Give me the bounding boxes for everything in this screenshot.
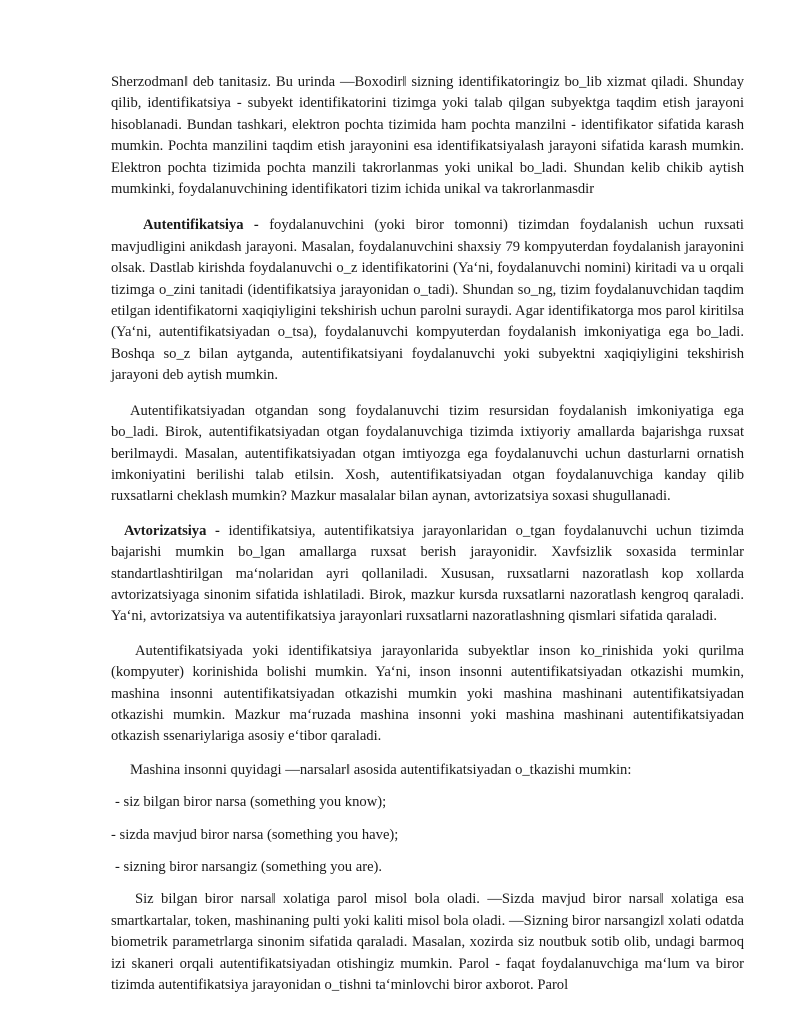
paragraph-factor-examples: Siz bilgan biror narsa‖ xolatiga parol misol bola oladi. ―Sizda mavjud biror narsa‖ xolatiga esa smartkartalar, token, mashinaning pulti yoki kaliti misol bola oladi. ―Sizning biror narsangiz‖ xolati odatda biometrik parametrlarga sinonim sifatida qaraladi. Masalan, xozirda siz noutbuk sotib olib, undagi barmoq izi skaneri orqali autentifikatsiyadan otishingiz mumkin. Parol - faqat foydalanuvchiga ma‘lum va biror tizimda autentifikatsiya jarayonidan o_tishni ta‘minlovchi biror axborot. Parol [111,891,744,994]
list-item-something-you-are: - sizning biror narsangiz (something you are). [115,859,383,875]
paragraph-authentication-text: foydalanuvchini (yoki biror tomonni) tizimdan foydalanish uchun ruxsati mavjudligini anikdash jarayoni. Masalan, foydalanuvchini shaxsiy 79 kompyuterdan foydalanish jarayonini olsak. Dastlab kirishda foydalanuvchi o_z identifikatorini (Ya‘ni, foydalanuvchi nomini) kiritadi va u orqali tizimga o_zini tanitadi (identifikatsiya jarayonidan o_tadi). Shundan so_ng, tizim foydalanuvchidan taqdim etilgan identifikatorni xaqiqiyligini tekshirish uchun parolni suraydi. Agar identifikatorga mos parol kiritilsa (Ya‘ni, autentifikatsiyadan o_tsa), foydalanuvchi kompyuterdan foydalanish imkoniyatiga ega bo_ladi. Boshqa so_z bilan aytganda, autentifikatsiyani foydalanuvchi yoki subyektni xaqiqiyligini tekshirish jarayoni deb aytish mumkin. [111,217,744,384]
paragraph-identification: Sherzodman‖ deb tanitasiz. Bu urinda ―Boxodir‖ sizning identifikatoringiz bo_lib xizmat qiladi. Shunday qilib, identifikatsiya - subyekt identifikatorini tizimga yoki talab qilgan subyektga taqdim etish jarayoni hisoblanadi. Bundan tashkari, elektron pochta tizimida ham pochta manzilni - identifikator sifatida karash mumkin. Pochta manzilini taqdim etish jarayonini esa identifikatsiyalash jarayoni sifatida karash mumkin. Elektron pochta tizimida pochta manzili takrorlanmas yoki unikal bo_ladi. Shundan kelib chikib aytish mumkinki, foydalanuvchining identifikatori tizim ichida unikal va takrorlanmasdir [111,74,744,198]
paragraph-subjects: Autentifikatsiyada yoki identifikatsiya jarayonlarida subyektlar inson ko_rinishida yoki qurilma (kompyuter) korinishida bolishi mumkin. Ya‘ni, inson insonni autentifikatsiyadan otkazishi mumkin, mashina insonni autentifikatsiyadan otkazishi mumkin yoki mashina mashinani autentifikatsiyadan otkazishi mumkin. Mazkur ma‘ruzada mashina insonni yoki mashina mashinani autentifikatsiyadan otkazish ssenariylariga asosiy e‘tibor qaraladi. [111,642,744,745]
paragraph-authentication [111,215,744,386]
paragraph-factors-intro: Mashina insonni quyidagi ―narsalar‖ asosida autentifikatsiyadan o_tkazishi mumkin: [130,761,632,778]
paragraph-authorization-text: identifikatsiya, autentifikatsiya jarayonlaridan o_tgan foydalanuvchi uchun tizimda bajarishi mumkin bo_lgan amallarga ruxsat berish jarayonidir. Xavfsizlik soxasida terminlar standartlashtirilgan ma‘nolaridan ayri qollaniladi. Xususan, ruxsatlarni nazoratlash kop xollarda avtorizatsiyaga sinonim sifatida ishlatiladi. Birok, mazkur kursda ruxsatlarni nazoratlash kengroq qaraladi. Ya‘ni, avtorizatsiya va autentifikatsiya jarayonlari ruxsatlarni nazoratlashning qismlari sifatida qaraladi. [111,522,744,625]
list-item-something-you-have: - sizda mavjud biror narsa (something you have); [111,826,399,843]
term-authentication: Autentifikatsiya - [143,217,259,234]
paragraph-after-authentication: Autentifikatsiyadan otgandan song foydalanuvchi tizim resursidan foydalanish imkoniyatiga ega bo_ladi. Birok, autentifikatsiyadan otgan foydalanuvchiga tizimda ixtiyoriy amallarda bajarishga ruxsat berilmaydi. Masalan, autentifikatsiyadan otgan imtiyozga ega foydalanuvchi uchun dasturlarni ornatish imkoniyatini berilishi talab etilsin. Xosh, autentifikatsiyadan otgan foydalanuvchiga kanday qilib ruxsatlarni cheklash mumkin? Mazkur masalalar bilan aynan, avtorizatsiya soxasi shugullanadi. [111,402,744,505]
term-authorization: Avtorizatsiya - [124,522,220,539]
list-item-something-you-know: - siz bilgan biror narsa (something you know); [115,794,387,811]
paragraph-authorization [111,521,744,628]
